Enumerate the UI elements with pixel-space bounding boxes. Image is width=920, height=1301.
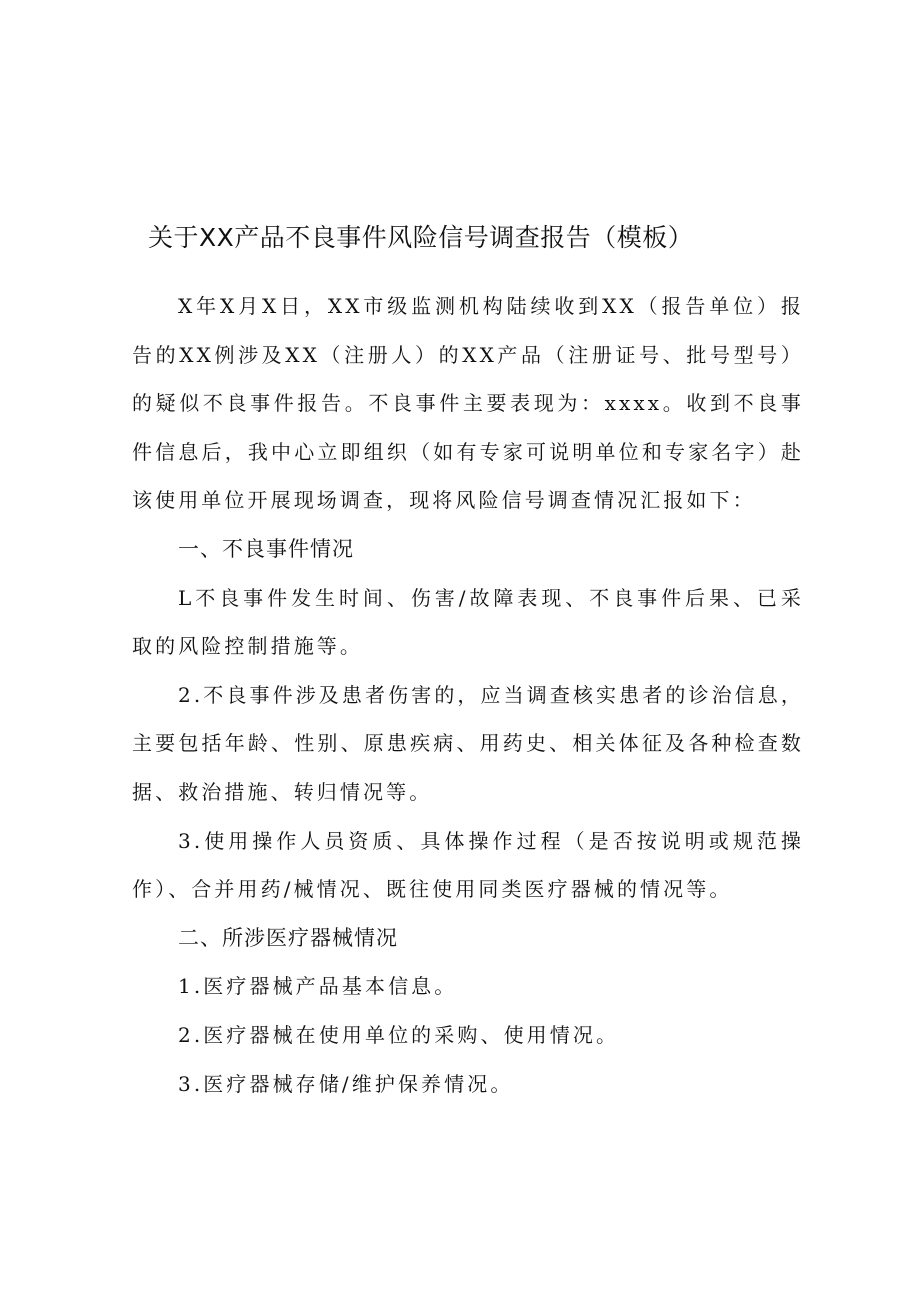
section-heading-medical-device: 二、所涉医疗器械情况	[178, 925, 398, 950]
device-item-1: 1.医疗器械产品基本信息。	[178, 974, 458, 999]
adverse-event-item-1: L不良事件发生时间、伤害/故障表现、不良事件后果、已采取的风险控制措施等。	[132, 585, 804, 659]
document-body	[132, 282, 804, 1108]
adverse-event-item-3: 3.使用操作人员资质、具体操作过程（是否按说明或规范操作）、合并用药/械情况、既往使用同类医疗器械的情况等。	[132, 828, 804, 902]
adverse-event-item-2: 2.不良事件涉及患者伤害的，应当调查核实患者的诊治信息，主要包括年龄、性别、原患疾病、用药史、相关体征及各种检查数据、救治措施、转归情况等。	[132, 682, 804, 804]
intro-paragraph: X年X月X日，XX市级监测机构陆续收到XX（报告单位）报告的XX例涉及XX（注册人）的XX产品（注册证号、批号型号）的疑似不良事件报告。不良事件主要表现为：xxxx。收到不良事件信息后，我中心立即组织（如有专家可说明单位和专家名字）赴该使用单位开展现场调查，现将风险信号调查情况汇报如下：	[132, 294, 804, 513]
document-title: 关于XX产品不良事件风险信号调查报告（模板）	[148, 223, 694, 252]
device-item-2: 2.医疗器械在使用单位的采购、使用情况。	[178, 1022, 620, 1047]
device-item-3: 3.医疗器械存储/维护保养情况。	[178, 1071, 514, 1096]
section-heading-adverse-events: 一、不良事件情况	[178, 536, 354, 561]
